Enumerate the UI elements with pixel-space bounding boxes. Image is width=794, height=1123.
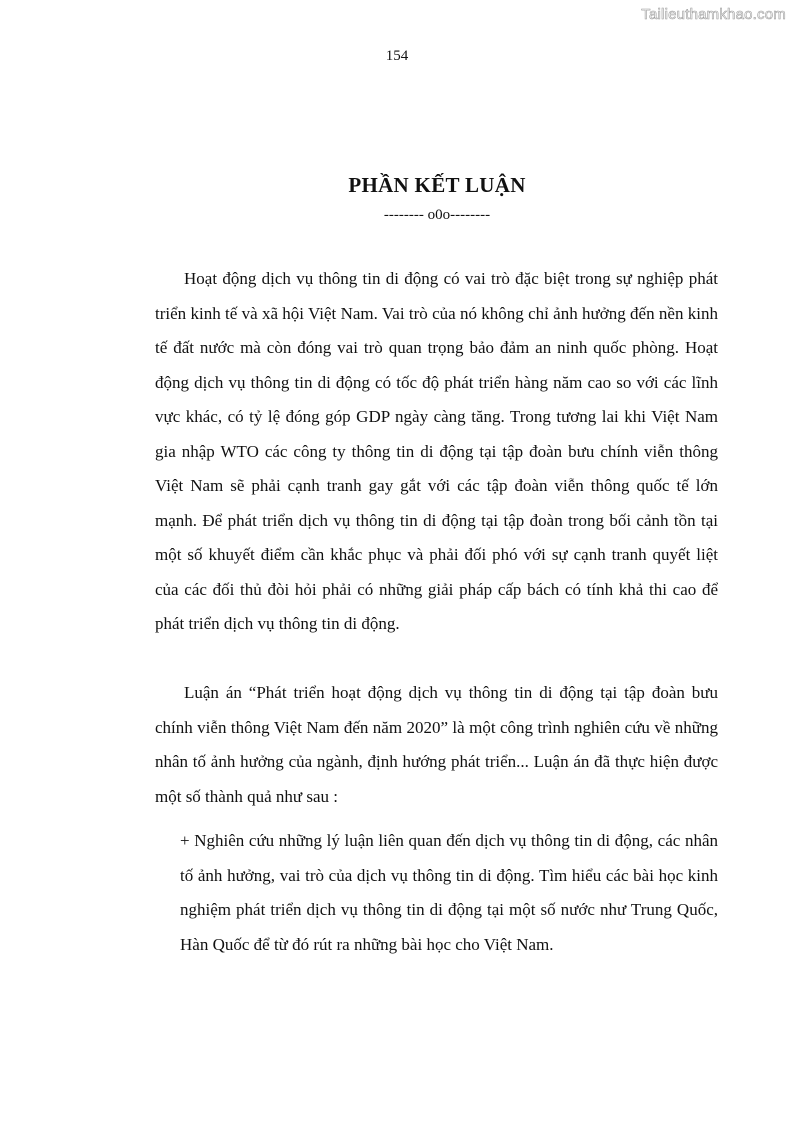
title-separator: -------- o0o-------- [383, 207, 491, 223]
paragraph-thesis: Luận án “Phát triển hoạt động dịch vụ thông tin di động tại tập đoàn bưu chính viễn thông Việt Nam đến năm 2020” là một công trình nghiên cứu về những nhân tố ảnh hưởng của ngành, định hướng phát triển... Luận án đã thực hiện được một số thành quả như sau : [155, 683, 718, 806]
section-title: PHẦN KẾT LUẬN [348, 173, 526, 197]
paragraph-intro: Hoạt động dịch vụ thông tin di động có vai trò đặc biệt trong sự nghiệp phát triển kinh tế và xã hội Việt Nam. Vai trò của nó không chỉ ảnh hưởng đến nền kinh tế đất nước mà còn đóng vai trò quan trọng bảo đảm an ninh quốc phòng. Hoạt động dịch vụ thông tin di động có tốc độ phát triển hàng năm cao so với các lĩnh vực khác, có tỷ lệ đóng góp GDP ngày càng tăng. Trong tương lai khi Việt Nam gia nhập WTO các công ty thông tin di động tại tập đoàn bưu chính viễn thông Việt Nam sẽ phải cạnh tranh gay gắt với các tập đoàn viễn thông quốc tế lớn mạnh. Để phát triển dịch vụ thông tin di động tại tập đoàn trong bối cảnh tồn tại một số khuyết điểm cần khắc phục và phải đối phó với sự cạnh tranh quyết liệt của các đối thủ đòi hỏi phải có những giải pháp cấp bách có tính khả thi cao để phát triển dịch vụ thông tin di động. [155, 269, 718, 633]
page-number: 154 [385, 48, 409, 64]
watermark: Tailieuthamkhao.com [641, 6, 786, 23]
paragraph-bullet-1: + Nghiên cứu những lý luận liên quan đến dịch vụ thông tin di động, các nhân tố ảnh hưởng, vai trò của dịch vụ thông tin di động. Tìm hiểu các bài học kinh nghiệm phát triển dịch vụ thông tin di động tại một số nước như Trung Quốc, Hàn Quốc để từ đó rút ra những bài học cho Việt Nam. [180, 831, 718, 954]
